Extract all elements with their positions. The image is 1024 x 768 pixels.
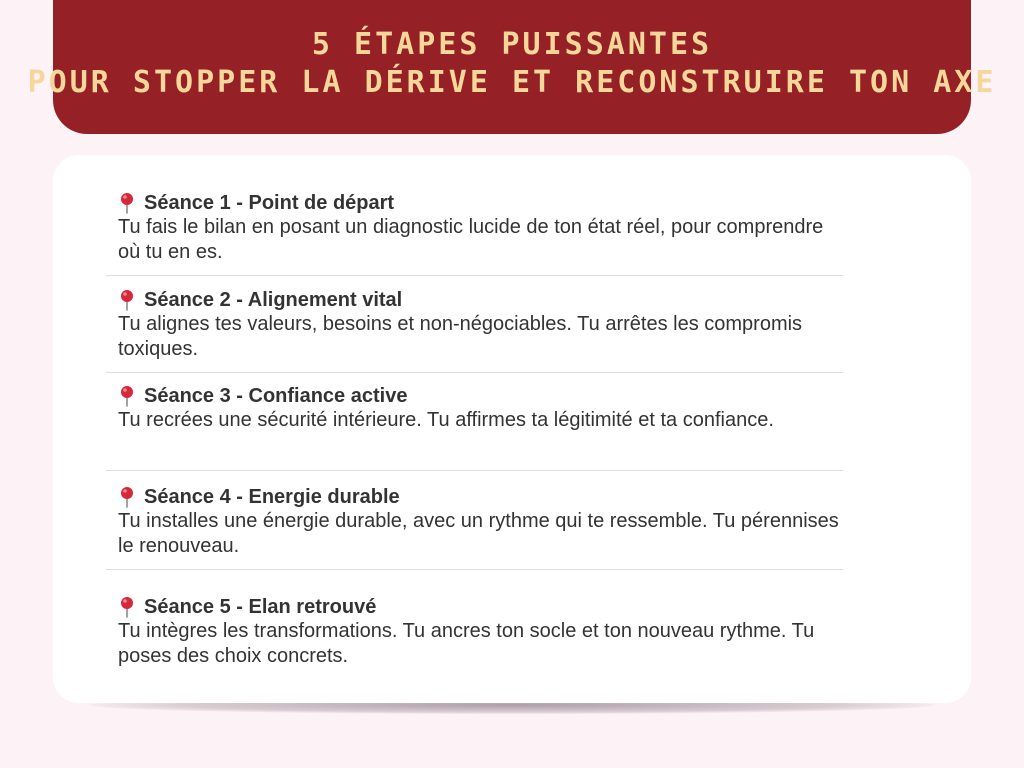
step-description: Tu installes une énergie durable, avec un rythme qui te ressemble. Tu pérennises le renouveau. [118, 510, 839, 557]
step-description: Tu intègres les transformations. Tu ancres ton socle et ton nouveau rythme. Tu poses des choix concrets. [118, 620, 815, 667]
step-item-2 [106, 276, 843, 373]
step-item-1 [106, 191, 843, 276]
step-item-5 [106, 570, 843, 669]
steps-card [53, 155, 971, 703]
round-pushpin-icon [118, 192, 136, 214]
step-item-3 [106, 373, 843, 471]
step-description: Tu alignes tes valeurs, besoins et non-négociables. Tu arrêtes les compromis toxiques. [118, 313, 803, 360]
round-pushpin-icon [118, 596, 136, 618]
round-pushpin-icon [118, 385, 136, 407]
step-title: Séance 1 - Point de départ [144, 191, 395, 214]
step-title: Séance 5 - Elan retrouvé [144, 595, 377, 618]
step-description: Tu recrées une sécurité intérieure. Tu affirmes ta légitimité et ta confiance. [118, 409, 774, 431]
step-description: Tu fais le bilan en posant un diagnostic lucide de ton état réel, pour comprendre où tu en es. [118, 216, 824, 263]
header-title-line-1: 5 ÉTAPES PUISSANTES [311, 27, 713, 62]
step-item-4 [106, 471, 843, 570]
steps-list [106, 191, 843, 669]
header-title-line-2: POUR STOPPER LA DÉRIVE ET RECONSTRUIRE TON AXE [27, 65, 997, 100]
header-banner [27, 0, 997, 134]
step-title: Séance 3 - Confiance active [144, 384, 408, 407]
step-title: Séance 2 - Alignement vital [144, 288, 403, 311]
round-pushpin-icon [118, 289, 136, 311]
round-pushpin-icon [118, 486, 136, 508]
step-title: Séance 4 - Energie durable [144, 485, 400, 508]
